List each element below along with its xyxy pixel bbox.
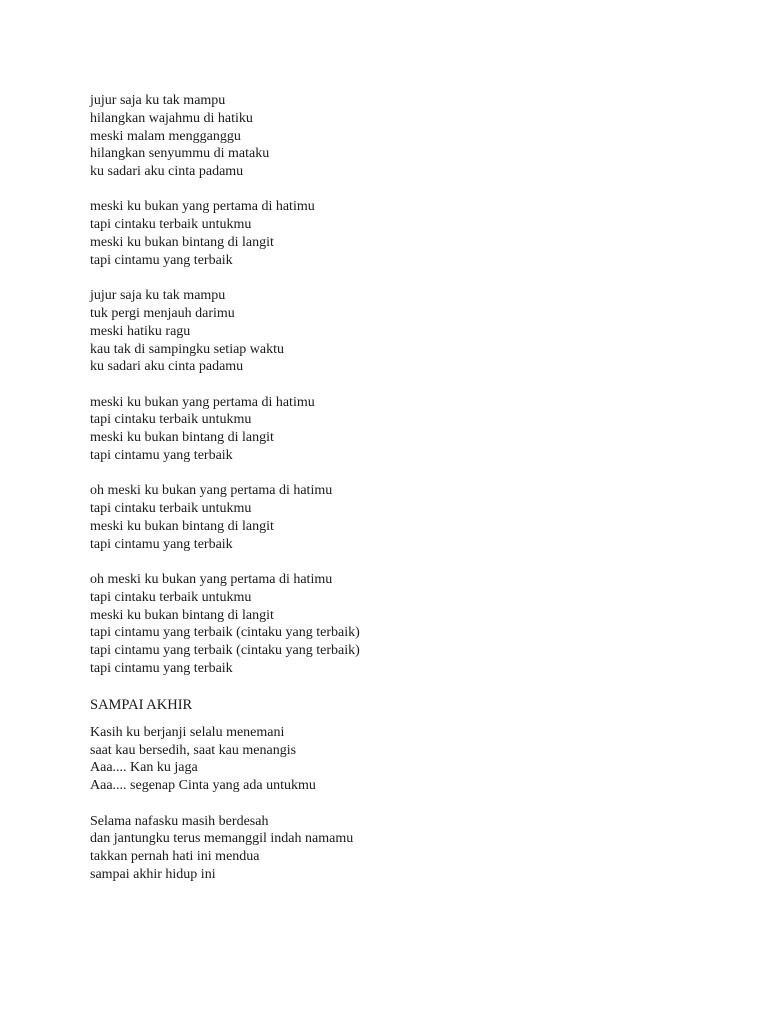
lyric-line: meski ku bukan bintang di langit [90,235,274,251]
song1-stanza-3 [90,287,730,376]
lyric-line: tapi cintaku terbaik untukmu [90,412,252,428]
song1-stanza-2 [90,198,730,269]
lyric-line: tapi cintamu yang terbaik [90,536,233,552]
song1-stanza-1 [90,92,730,181]
lyric-line: meski malam mengganggu [90,128,241,144]
lyric-line: jujur saja ku tak mampu [90,93,226,108]
lyric-line: tapi cintaku terbaik untukmu [90,217,252,233]
lyric-line: tuk pergi menjauh darimu [90,305,235,321]
lyric-line: meski ku bukan yang pertama di hatimu [90,199,315,215]
lyric-line: meski ku bukan bintang di langit [90,518,274,534]
lyric-line: hilangkan senyummu di mataku [90,146,270,162]
lyric-line: Aaa.... segenap Cinta yang ada untukmu [90,778,316,794]
lyric-line: jujur saja ku tak mampu [90,288,226,304]
song1-stanza-4 [90,394,730,465]
lyric-line: saat kau bersedih, saat kau menangis [90,742,297,758]
lyric-line: Kasih ku berjanji selalu menemani [90,724,285,740]
song1-stanza-5 [90,482,730,553]
lyric-line: dan jantungku terus memanggil indah namamu [90,831,354,847]
lyric-line: tapi cintamu yang terbaik (cintaku yang terbaik) [90,625,360,641]
lyric-line: Aaa.... Kan ku jaga [90,760,198,776]
lyric-line: takkan pernah hati ini mendua [90,849,260,865]
lyric-line: oh meski ku bukan yang pertama di hatimu [90,572,333,588]
lyric-line: Selama nafasku masih berdesah [90,813,269,829]
lyric-line: tapi cintamu yang terbaik [90,448,233,464]
lyric-line: oh meski ku bukan yang pertama di hatimu [90,483,333,499]
lyric-line: tapi cintaku terbaik untukmu [90,501,252,517]
lyric-line: meski ku bukan bintang di langit [90,607,274,623]
lyric-line: hilangkan wajahmu di hatiku [90,110,253,126]
document-page [90,92,730,901]
lyric-line: meski ku bukan bintang di langit [90,430,274,446]
lyric-line: tapi cintamu yang terbaik (cintaku yang terbaik) [90,643,360,659]
song-title: SAMPAI AKHIR [90,696,193,713]
song1-stanza-6 [90,571,730,678]
lyric-line: meski hatiku ragu [90,323,191,339]
song2-stanza-1 [90,724,730,795]
lyric-line: ku sadari aku cinta padamu [90,164,244,180]
lyric-line: sampai akhir hidup ini [90,866,216,882]
song2-stanza-2 [90,813,730,884]
lyric-line: tapi cintaku terbaik untukmu [90,589,252,605]
lyric-line: ku sadari aku cinta padamu [90,359,244,375]
lyric-line: meski ku bukan yang pertama di hatimu [90,394,315,410]
lyric-line: kau tak di sampingku setiap waktu [90,341,285,357]
lyric-line: tapi cintamu yang terbaik [90,661,233,677]
lyric-line: tapi cintamu yang terbaik [90,252,233,268]
